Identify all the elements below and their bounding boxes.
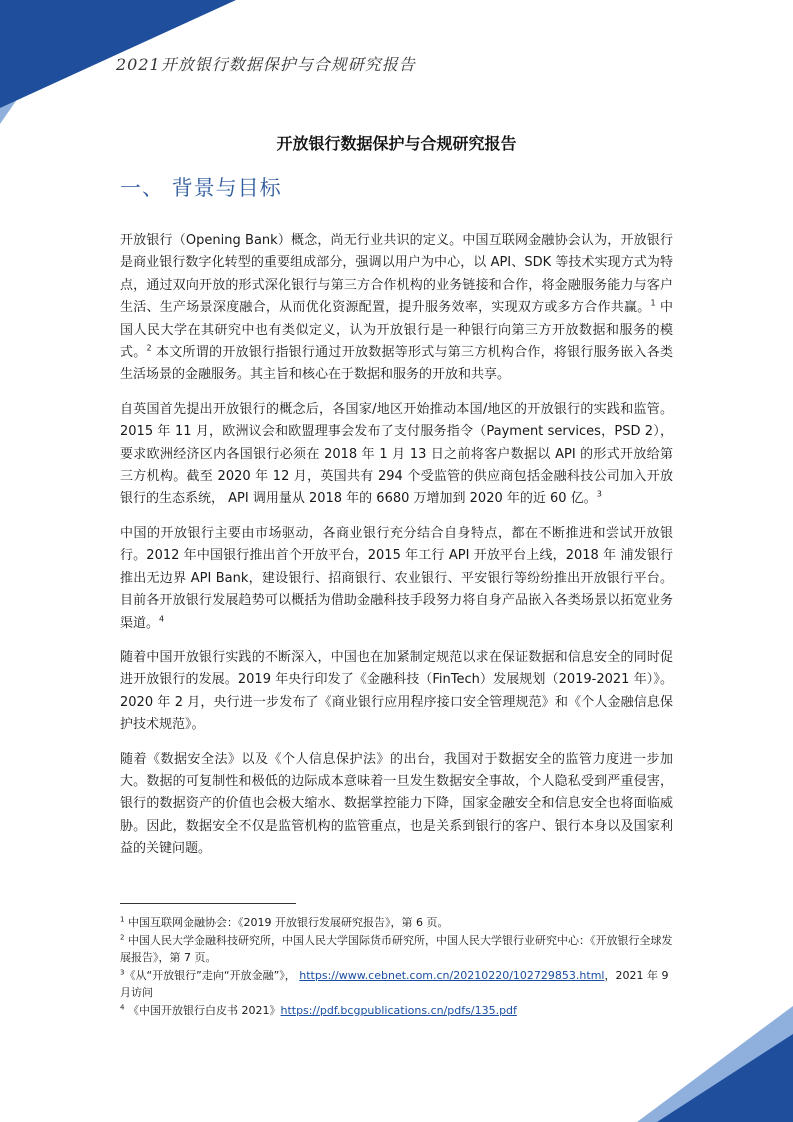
footnote-4-link[interactable]: https://pdf.bcgpublications.cn/pdfs/135.pdf (280, 1003, 517, 1017)
paragraph-4: 随着中国开放银行实践的不断深入，中国也在加紧制定规范以求在保证数据和信息安全的同时促进开放银行的发展。2019 年央行印发了《金融科技（FinTech）发展规划（2019-2021 年）》。2020 年 2 月，央行进一步发布了《商业银行应用程序接口安全管理规范》和《个人金融信息保护技术规范》。 (120, 649, 673, 733)
footnote-ref-3[interactable]: 3 (596, 490, 602, 500)
footnote-ref-4[interactable]: 4 (159, 614, 165, 624)
footnote-ref-1[interactable]: 1 (650, 298, 656, 308)
footnote-4: $^4$ 《中国开放银行白皮书 2021》https://pdf.bcgpublications.cn/pdfs/135.pdf (120, 1002, 517, 1017)
footnote-3: $^3$《从“开放银行”走向“开放金融”》， https://www.cebnet.com.cn/20210220/102729853.html，2021 年 9 月访问 (120, 967, 669, 999)
running-header-title: 2021开放银行数据保护与合规研究报告 (116, 55, 416, 74)
footnote-2: $^2$ 中国人民大学金融科技研究所，中国人民大学国际货币研究所，中国人民大学银行业研究中心：《开放银行全球发展报告》，第 7 页。 (120, 932, 673, 964)
footnote-3-link[interactable]: https://www.cebnet.com.cn/20210220/102729853.html (299, 968, 605, 982)
section-heading: 一、 背景与目标 (120, 176, 282, 200)
footnote-divider (120, 903, 296, 904)
bottom-right-corner-decoration (613, 1006, 793, 1122)
body-text (120, 230, 673, 873)
footnote-ref-2[interactable]: 2 (146, 343, 152, 353)
footnote-1: $^1$ 中国互联网金融协会：《2019 开放银行发展研究报告》，第 6 页。 (120, 915, 449, 929)
paragraph-1: 开放银行（Opening Bank）概念，尚无行业共识的定义。中国互联网金融协会认为，开放银行是商业银行数字化转型的重要组成部分，强调以用户为中心，以 API、SDK 等技术实现方式为特点，通过双向开放的形式深化银行与第三方合作机构的业务链接和合作，将金融服务能力与客户生活、生产场景深度融合，从而优化资源配置，提升服务效率，实现双方或多方合作共赢。$^1$ 中国人民大学在其研究中也有类似定义，认为开放银行是一种银行向第三方开放数据和服务的模式。$^2$ 本文所谓的开放银行指银行通过开放数据等形式与第三方机构合作，将银行服务嵌入各类生活场景的金融服务。其主旨和核心在于数据和服务的开放和共享。 (120, 233, 673, 383)
paragraph-2: 自英国首先提出开放银行的概念后，各国家/地区开始推动本国/地区的开放银行的实践和监管。2015 年 11 月，欧洲议会和欧盟理事会发布了支付服务指令（Payment services，PSD 2），要求欧洲经济区内各国银行必须在 2018 年 1 月 13 日之前将客户数据以 API 的形式开放给第三方机构。截至 2020 年 12 月，英国共有 294 个受监管的供应商包括金融科技公司加入开放银行的生态系统， API 调用量从 2018 年的 6680 万增加到 2020 年的近 60 亿。$^3$ (120, 401, 673, 507)
paragraph-5: 随着《数据安全法》以及《个人信息保护法》的出台，我国对于数据安全的监管力度进一步加大。数据的可复制性和极低的边际成本意味着一旦发生数据安全事故，个人隐私受到严重侵害，银行的数据资产的价值也会极大缩水、数据掌控能力下降，国家金融安全和信息安全也将面临威胁。因此，数据安全不仅是监管机构的监管重点，也是关系到银行的客户、银行本身以及国家利益的关键问题。 (120, 751, 673, 857)
paragraph-3: 中国的开放银行主要由市场驱动，各商业银行充分结合自身特点，都在不断推进和尝试开放银行。2012 年中国银行推出首个开放平台，2015 年工行 API 开放平台上线，2018 年 浦发银行推出无边界 API Bank，建设银行、招商银行、农业银行、平安银行等纷纷推出开放银行平台。目前各开放银行发展趋势可以概括为借助金融科技手段努力将自身产品嵌入各类场景以拓宽业务渠道。$^4$ (120, 525, 673, 631)
footnotes (120, 914, 675, 1019)
document-title: 开放银行数据保护与合规研究报告 (276, 134, 517, 153)
